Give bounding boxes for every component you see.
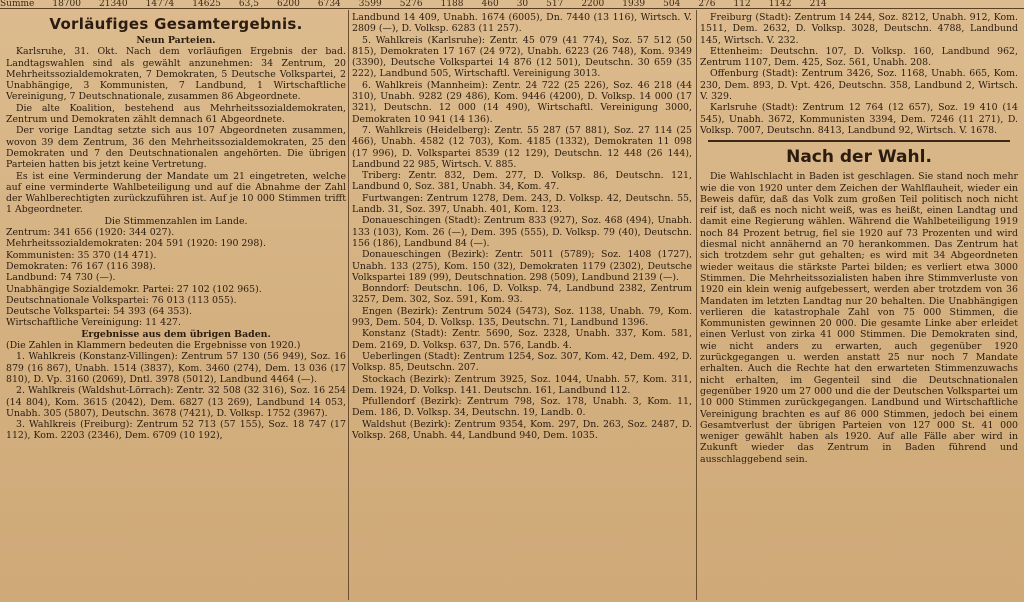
strip-cell: 30 — [516, 0, 529, 9]
paragraph-intro: Karlsruhe, 31. Okt. Nach dem vorläufigen Ergebnis der bad. Landtagswahlen sind als gewählt anzunehmen: 34 Zentrum, 20 Mehrheitssozialdemokraten, 7 Demokraten, 5 Deutsche Volkspartei, 2 Unabhängige, 3 Kommunisten, 7 Landbund, 1 Wirtschaftliche Vereinigung, 7 Deutschnationale, zusammen 86 Abgeordnete. — [6, 46, 346, 103]
district-result: 1. Wahlkreis (Konstanz-Villingen): Zentrum 57 130 (56 949), Soz. 16 879 (16 867), Unabh. 1514 (3837), Kom. 3460 (274), Dem. 13 036 (17 810), D. Vp. 3160 (2069), Dntl. 3978 (5012), Landbund 4464 (—). — [6, 351, 346, 385]
vote-line: Unabhängige Sozialdemokr. Partei: 27 102 (102 965). — [6, 283, 262, 295]
local-result: Freiburg (Stadt): Zentrum 14 244, Soz. 8212, Unabh. 912, Kom. 1511, Dem. 2632, D. Volksp. 3028, Deutschn. 4788, Landbund 145, Wirtsch. V. 232. — [700, 12, 1018, 46]
district-result: 6. Wahlkreis (Mannheim): Zentr. 24 722 (25 226), Soz. 46 218 (44 310), Unabh. 9282 (29 486), Kom. 9446 (4200), D. Volksp. 14 000 (17 321), Deutschn. 12 000 (14 490), Wirtschaftl. Vereinigung 3000, Demokraten 10 941 (14 136). — [352, 79, 692, 125]
local-result: Bonndorf: Deutschn. 106, D. Volksp. 74, Landbund 2382, Zentrum 3257, Dem. 302, Soz. 591, Kom. 93. — [352, 283, 692, 306]
local-result: Ueberlingen (Stadt): Zentrum 1254, Soz. 307, Kom. 42, Dem. 492, D. Volksp. 85, Deutschn. 207. — [352, 350, 692, 374]
strip-cell: 1142 — [768, 0, 792, 9]
column-rule-1 — [348, 10, 349, 600]
local-result: Ettenheim: Deutschn. 107, D. Volksp. 160, Landbund 962, Zentrum 1107, Dem. 425, Soz. 561, Unabh. 208. — [700, 45, 1018, 69]
strip-cell: 1939 — [622, 0, 646, 9]
article-body: Die Wahlschlacht in Baden ist geschlagen. Sie stand noch mehr wie die von 1920 unter dem Zeichen der Wahlflauheit, wieder ein Beweis dafür, daß das Volk zum großen Teil politisch noch nicht reif ist, daß es noch nicht weiß, was es heißt, einen Landtag und damit eine Regierung wählen. Während die Wahlbeteiligung 1919 noch 84 Prozent betrug, fiel sie 1920 auf 73 Prozenten und wird diesmal nicht annähernd an 70 herankommen. Das Zentrum hat sich trotzdem sehr gut gehalten; es wird mit 34 Abgeordneten wieder weitaus die stärkste Partei bilden; es verliert etwa 3000 Stimmen. Die Mehrheitssozialisten haben ihre Stimmverluste von 1920 ein klein wenig aufgebessert, werden aber trotzdem von 36 Mandaten im letzten Landtag nur 20 behalten. Die Unabhängigen verlieren die katastrophale Zahl von 75 000 Stimmen, die Kommunisten gewinnen 20 000. Die gesamte Linke aber erleidet einen Verlust von zirka 41 000 Stimmen. Die Demokraten sind, wie nicht anders zu erwarten, auch gegenüber 1920 zurückgegangen u. werden anstatt 25 nur noch 7 Mandate erhalten. Auch die Rechte hat den erwarteten Stimmenzuwachs nicht erhalten, im Gegenteil sind die Deutschnationalen gegenüber 1920 um 27 000 und die der Deutschen Volkspartei um 10 000 Stimmen zurückgegangen. Landbund und Wirtschaftliche Vereinigung brachten es auf 86 000 Stimmen, jedoch bei einem Gesamtverlust der übrigen Parteien von 127 000 St. 41 000 weniger gewählt haben als 1920. Auf alle Fälle aber wird in Zukunft wieder das Zentrum in Baden führend und ausschlaggebend sein. — [700, 171, 1018, 465]
local-result: Donaueschingen (Stadt): Zentrum 833 (927), Soz. 468 (494), Unabh. 133 (103), Kom. 26 (—), Dem. 395 (555), D. Volksp. 79 (40), Deutschn. 156 (186), Landbund 84 (—). — [352, 215, 692, 249]
votes-title: Die Stimmenzahlen im Lande. — [104, 215, 248, 227]
vote-line: Mehrheitssozialdemokraten: 204 591 (1920: 190 298). — [6, 238, 266, 250]
subhead-parties: Neun Parteien. — [136, 35, 216, 46]
local-result: Karlsruhe (Stadt): Zentrum 12 764 (12 657), Soz. 19 410 (14 545), Unabh. 3672, Kommunisten 3394, Dem. 7246 (11 271), D. Volksp. 7007, Deutschn. 8413, Landbund 92, Wirtsch. V. 1678. — [700, 102, 1018, 136]
bracket-note: (Die Zahlen in Klammern bedeuten die Ergebnisse von 1920.) — [6, 340, 301, 352]
strip-cell: 18700 — [52, 0, 81, 9]
strip-cell: 460 — [481, 0, 499, 9]
district-result: 7. Wahlkreis (Heidelberg): Zentr. 55 287 (57 881), Soz. 27 114 (25 466), Unabh. 4582 (12 703), Kom. 4185 (1332), Demokraten 11 098 (17 996), D. Volkspartei 8539 (12 129), Deutschn. 12 448 (26 144), Landbund 22 985, Wirtsch. V. 885. — [352, 124, 692, 170]
strip-cell: 21340 — [99, 0, 128, 9]
headline-results: Vorläufiges Gesamtergebnis. — [49, 15, 303, 33]
strip-cell: 3599 — [358, 0, 382, 9]
headline-after-election: Nach der Wahl. — [786, 147, 932, 168]
paragraph-reduction: Es ist eine Verminderung der Mandate um 21 eingetreten, welche auf eine verminderte Wahlbeteiligung und auf die Abnahme der Zahl der Wahlberechtigten zurückzuführen ist. Auf je 10 000 Stimmen trifft 1 Abgeordneter. — [6, 170, 346, 216]
strip-cell: Summe — [0, 0, 35, 9]
vote-line: Deutschnationale Volkspartei: 76 013 (113 055). — [6, 294, 237, 306]
strip-cell: 63,5 — [238, 0, 259, 9]
district-result: 5. Wahlkreis (Karlsruhe): Zentr. 45 079 (41 774), Soz. 57 512 (50 815), Demokraten 17 167 (24 972), Unabh. 6223 (26 748), Kom. 9349 (3390), Deutsche Volkspartei 14 876 (12 501), Deutschn. 30 659 (35 222), Landbund 505, Wirtschaftl. Vereinigung 3013. — [352, 34, 692, 80]
district-result: Landbund 14 409, Unabh. 1674 (6005), Dn. 7440 (13 116), Wirtsch. V. 2809 (—), D. Volksp. 6283 (11 257). — [352, 12, 692, 35]
results-title: Ergebnisse aus dem übrigen Baden. — [81, 328, 271, 340]
strip-cell: 6734 — [317, 0, 341, 9]
paragraph-previous-landtag: Der vorige Landtag setzte sich aus 107 Abgeordneten zusammen, wovon 39 dem Zentrum, 36 den Mehrheitssozialdemokraten, 25 den Demokraten und 7 den Deutschnationalen angehörten. Die übrigen Parteien hatten bis jetzt keine Vertretung. — [6, 125, 346, 171]
column-rule-2 — [696, 10, 697, 600]
local-result: Offenburg (Stadt): Zentrum 3426, Soz. 1168, Unabh. 665, Kom. 230, Dem. 893, D. Vpt. 426, Deutschn. 358, Landbund 2, Wirtsch. V. 329. — [700, 68, 1018, 103]
local-result: Donaueschingen (Bezirk): Zentr. 5011 (5789); Soz. 1408 (1727), Unabh. 133 (275), Kom. 150 (32), Demokraten 1179 (2302), Deutsche Volkspartei 189 (99), Deutschnation. 298 (509), Landbund 2139 (—). — [352, 249, 692, 283]
previous-table-strip — [0, 0, 1024, 9]
votes-list — [6, 227, 346, 329]
strip-cell: 214 — [809, 0, 827, 9]
local-result: Furtwangen: Zentrum 1278, Dem. 243, D. Volksp. 42, Deutschn. 55, Landb. 31, Soz. 397, Unabh. 401, Kom. 123. — [352, 192, 692, 216]
strip-cell: 276 — [698, 0, 716, 9]
strip-cell: 14625 — [192, 0, 221, 9]
local-result: Triberg: Zentr. 832, Dem. 277, D. Volksp. 86, Deutschn. 121, Landbund 0, Soz. 381, Unabh. 34, Kom. 47. — [352, 170, 692, 193]
vote-line: Wirtschaftliche Vereinigung: 11 427. — [6, 317, 181, 329]
vote-line: Deutsche Volkspartei: 54 393 (64 353). — [6, 306, 192, 318]
vote-line: Landbund: 74 730 (—). — [6, 272, 116, 284]
column-1 — [6, 12, 346, 600]
paragraph-coalition: Die alte Koalition, bestehend aus Mehrheitssozialdemokraten, Zentrum und Demokraten zählt demnach 61 Abgeordnete. — [6, 102, 346, 126]
local-result: Pfullendorf (Bezirk): Zentrum 798, Soz. 178, Unabh. 3, Kom. 11, Dem. 186, D. Volksp. 34, Deutschn. 19, Landb. 0. — [352, 396, 692, 419]
vote-line: Zentrum: 341 656 (1920: 344 027). — [6, 227, 175, 239]
local-result: Engen (Bezirk): Zentrum 5024 (5473), Soz. 1138, Unabh. 79, Kom. 993, Dem. 504, D. Volksp. 135, Deutschn. 71, Landbund 1396. — [352, 305, 692, 329]
strip-cell: 504 — [663, 0, 681, 9]
vote-line: Kommunisten: 35 370 (14 471). — [6, 249, 157, 261]
strip-cell: 14774 — [145, 0, 175, 9]
strip-cell: 6200 — [276, 0, 300, 9]
strip-cell: 517 — [546, 0, 564, 9]
article-separator — [708, 140, 1010, 142]
local-result: Stockach (Bezirk): Zentrum 3925, Soz. 1044, Unabh. 57, Kom. 311, Dem. 1924, D. Volksp. 141. Deutschn. 161, Landbund 112. — [352, 373, 692, 396]
vote-line: Demokraten: 76 167 (116 398). — [6, 260, 156, 272]
strip-cell: 2200 — [581, 0, 605, 9]
strip-cell: 112 — [733, 0, 751, 9]
strip-cell: 1188 — [440, 0, 464, 9]
district-result: 2. Wahlkreis (Waldshut-Lörrach): Zentr. 32 508 (32 316), Soz. 16 254 (14 804), Kom. 3615 (2042), Dem. 6827 (13 269), Landbund 14 053, Unabh. 305 (5807), Deutschn. 3678 (7421), D. Volksp. 1752 (3967). — [6, 385, 346, 419]
column-2 — [352, 12, 692, 600]
strip-cell: 5276 — [399, 0, 423, 9]
local-result: Waldshut (Bezirk): Zentrum 9354, Kom. 297, Dn. 263, Soz. 2487, D. Volksp. 268, Unabh. 44, Landbund 940, Dem. 1035. — [352, 418, 692, 441]
column-3 — [700, 12, 1018, 600]
district-result: 3. Wahlkreis (Freiburg): Zentrum 52 713 (57 155), Soz. 18 747 (17 112), Kom. 2203 (2346), Dem. 6709 (10 192), — [6, 419, 346, 442]
local-result: Konstanz (Stadt): Zentr. 5690, Soz. 2328, Unabh. 337, Kom. 581, Dem. 2169, D. Volksp. 637, Dn. 576, Landb. 4. — [352, 328, 692, 351]
